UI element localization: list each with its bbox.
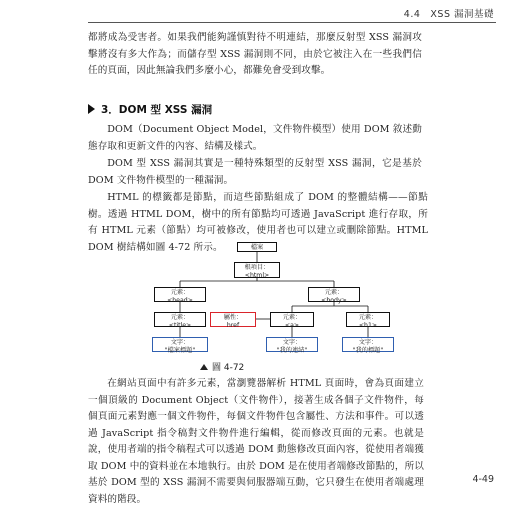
node-head-tag: <head> <box>167 296 193 304</box>
caption-triangle-icon <box>200 364 208 370</box>
node-attribute-href <box>210 312 256 327</box>
page-number: 4-49 <box>472 474 494 485</box>
node-title <box>154 312 206 327</box>
node-h1-type: 元素： <box>358 314 378 321</box>
node-root-html <box>234 262 280 278</box>
node-h1 <box>346 312 390 327</box>
node-text-heading <box>342 337 394 352</box>
node-body-type: 元素： <box>324 289 344 296</box>
node-title-type: 元素： <box>170 314 190 321</box>
node-body-tag: <body> <box>321 296 347 304</box>
node-root-html-type: 根項目： <box>244 264 270 271</box>
running-header <box>0 0 520 24</box>
node-document-label: 檔案 <box>250 244 264 251</box>
node-text-heading-value: "我的標題" <box>352 346 384 354</box>
node-text-title <box>152 337 208 352</box>
node-text-link <box>266 337 318 352</box>
node-text-title-type: 文字： <box>170 339 190 346</box>
running-header-title: 4.4 XSS 漏洞基礎 <box>403 9 494 20</box>
node-head-type: 元素： <box>170 289 190 296</box>
figure-caption <box>200 360 244 373</box>
node-head <box>154 287 206 302</box>
section-heading-text: 3．DOM 型 XSS 漏洞 <box>101 104 213 116</box>
node-text-link-value: "我的連結" <box>276 346 308 354</box>
node-h1-tag: <h1> <box>358 321 378 329</box>
node-root-html-tag: <html> <box>244 271 270 279</box>
dom-tree-diagram <box>128 240 388 360</box>
node-document <box>237 242 277 252</box>
node-a <box>270 312 314 327</box>
paragraph-1: DOM（Document Object Model，文件物件模型）使用 DOM 敘述動態存取和更新文件的內容、結構及樣式。 <box>88 124 422 152</box>
node-attribute-name: href <box>226 321 240 329</box>
node-title-tag: <title> <box>168 321 192 329</box>
node-text-title-value: "檔案標題" <box>164 346 196 354</box>
header-rule <box>88 22 496 23</box>
paragraph-2: DOM 型 XSS 漏洞其實是一種特殊類型的反射型 XSS 漏洞，它是基於 DOM 文件物件模型的一種漏洞。 <box>88 158 422 186</box>
node-attribute-type: 屬性： <box>223 314 243 321</box>
node-a-type: 元素： <box>282 314 302 321</box>
node-text-heading-type: 文字： <box>358 339 378 346</box>
paragraph-4: 在網站頁面中有許多元素，當瀏覽器解析 HTML 頁面時，會為頁面建立一個頂級的 Document Object（文件物件），接著生成各個子文件物件，每個頁面元素對應一個文件物件，每個文件物件包含屬性、方法和事件。可以透過 JavaScript 指令稿對文件物件進行編輯，從而修改頁面的元素。也就是說，使用者端的指令稿程式可以透過 DOM 動態修改頁面內容，從使用者端獲取 DOM 中的資料並在本地執行。由於 DOM 是在使用者端修改節點的，所以基於 DOM 型的 XSS 漏洞不需要與伺服器端互動，它只發生在使用者端處理資料的階段。 <box>88 378 424 505</box>
node-body <box>308 287 360 302</box>
paragraph-3: HTML 的標籤都是節點，而這些節點組成了 DOM 的整體結構——節點樹。透過 HTML DOM，樹中的所有節點均可透過 JavaScript 進行存取，所有 HTML 元素（節點）均可被修改，使用者也可以建立或刪除節點。HTML DOM 樹結構如圖 4-72 所示。 <box>88 192 428 253</box>
intro-paragraph: 都將成為受害者。如果我們能夠謹慎對待不明連結，那麼反射型 XSS 漏洞攻擊將沒有多大作為；而儲存型 XSS 漏洞則不同，由於它被注入在一些我們信任的頁面，因此無論我們多麼小心，都難免會受到攻擊。 <box>88 32 422 76</box>
section-heading <box>88 102 212 117</box>
triangle-bullet-icon <box>88 104 95 114</box>
node-a-tag: <a> <box>284 321 300 329</box>
node-text-link-type: 文字： <box>282 339 302 346</box>
figure-caption-text: 圖 4-72 <box>212 363 245 373</box>
